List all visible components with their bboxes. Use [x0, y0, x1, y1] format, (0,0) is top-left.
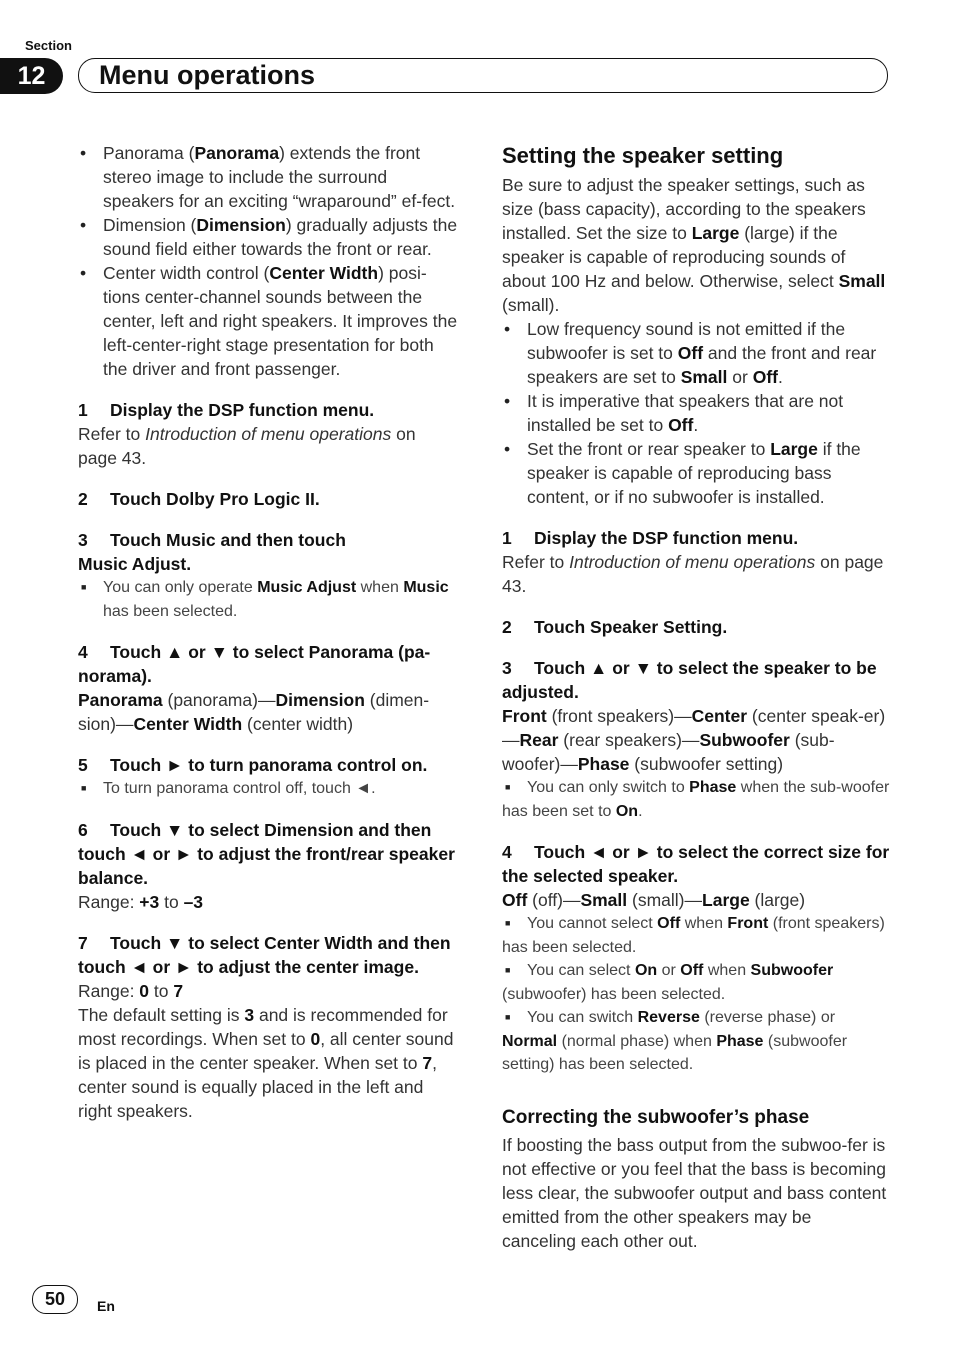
- step-body: Range: +3 to –3: [78, 891, 204, 912]
- step-heading: 4 Touch ◄ or ► to select the correct size for the selected speaker.: [502, 842, 890, 886]
- subsection-body: If boosting the bass output from the subwoo-fer is not effective or you feel that the bass is becoming less clear, the subwoofer output and bass content emitted from the other speakers may be canceling each other out.: [502, 1134, 887, 1251]
- step-body: Range: 0 to 7: [78, 980, 184, 1001]
- step-heading: 1 Display the DSP function menu.: [78, 400, 375, 420]
- step-body: Front (front speakers)—Center (center speak-er)—Rear (rear speakers)—Subwoofer (sub-woofer)—Phase (subwoofer setting): [502, 706, 886, 774]
- step-heading: 2 Touch Speaker Setting.: [502, 617, 728, 637]
- section-heading: Setting the speaker setting: [502, 143, 784, 168]
- section-number-badge: 12: [0, 58, 63, 94]
- title-bar: [78, 58, 888, 93]
- right-column: [502, 141, 890, 1253]
- list-item: • Low frequency sound is not emitted if the subwoofer is set to Off and the front and rear speakers are set to Small or Off.: [502, 317, 890, 389]
- step-heading: 4 Touch ▲ or ▼ to select Panorama (pa-norama).: [78, 642, 431, 686]
- step-note: ■ You can switch Reverse (reverse phase) or Normal (normal phase) when Phase (subwoofer setting) has been selected.: [502, 1006, 890, 1077]
- intro-paragraph: Be sure to adjust the speaker settings, such as size (bass capacity), according to the speakers installed. Set the size to Large (large) if the speaker is capable of reproducing sounds of about 100 Hz and below. Otherwise, select Small (small).: [502, 175, 886, 315]
- feature-bullet-list: [78, 141, 458, 381]
- left-column: [78, 141, 458, 1123]
- step-heading: 1 Display the DSP function menu.: [502, 528, 799, 548]
- list-item: • Panorama (Panorama) extends the front stereo image to include the surround speakers for an exciting “wraparound” ef-fect.: [78, 141, 458, 213]
- step-heading: 3 Touch ▲ or ▼ to select the speaker to be adjusted.: [502, 658, 877, 702]
- step-body: Refer to Introduction of menu operations on page 43.: [502, 552, 884, 596]
- step-heading: 7 Touch ▼ to select Center Width and then touch ◄ or ► to adjust the center image.: [78, 932, 451, 977]
- list-item: • It is imperative that speakers that are not installed be set to Off.: [502, 389, 890, 437]
- list-item: • Dimension (Dimension) gradually adjusts the sound field either towards the front or rear.: [78, 213, 458, 261]
- step-note: ■ You can select On or Off when Subwoofer (subwoofer) has been selected.: [502, 959, 890, 1006]
- speaker-bullet-list: [502, 317, 890, 509]
- list-item: • Center width control (Center Width) posi-tions center-channel sounds between the center, left and right speakers. It improves the left-center-right stage presentation for both the driver and front passenger.: [78, 261, 458, 381]
- subsection-heading: Correcting the subwoofer’s phase: [502, 1106, 810, 1128]
- step-heading: 5 Touch ► to turn panorama control on.: [78, 755, 428, 775]
- section-label: Section: [25, 38, 72, 53]
- language-label: En: [97, 1298, 115, 1314]
- step-note: ■ You cannot select Off when Front (front speakers) has been selected.: [502, 912, 890, 959]
- step-note: ■ You can only operate Music Adjust when Music has been selected.: [78, 576, 458, 623]
- step-body: The default setting is 3 and is recommended for most recordings. When set to 0, all center sound is placed in the center speaker. When set to 7, center sound is equally placed in the left and right speakers.: [78, 1004, 454, 1121]
- step-note: ■ To turn panorama control off, touch ◄.: [78, 777, 458, 801]
- step-note: ■ You can only switch to Phase when the sub-woofer has been set to On.: [502, 776, 890, 823]
- page-title: Menu operations: [99, 60, 316, 90]
- list-item: • Set the front or rear speaker to Large if the speaker is capable of reproducing bass content, or if no subwoofer is installed.: [502, 437, 890, 509]
- step-heading: 2 Touch Dolby Pro Logic II.: [78, 489, 320, 509]
- step-heading: 3 Touch Music and then touch Music Adjust.: [78, 530, 346, 574]
- step-body: Refer to Introduction of menu operations on page 43.: [78, 424, 416, 468]
- page-number: 50: [32, 1285, 78, 1314]
- step-heading: 6 Touch ▼ to select Dimension and then touch ◄ or ► to adjust the front/rear speaker balance.: [78, 819, 455, 888]
- step-body: Off (off)—Small (small)—Large (large): [502, 890, 806, 910]
- step-body: Panorama (panorama)—Dimension (dimen-sion)—Center Width (center width): [78, 690, 430, 734]
